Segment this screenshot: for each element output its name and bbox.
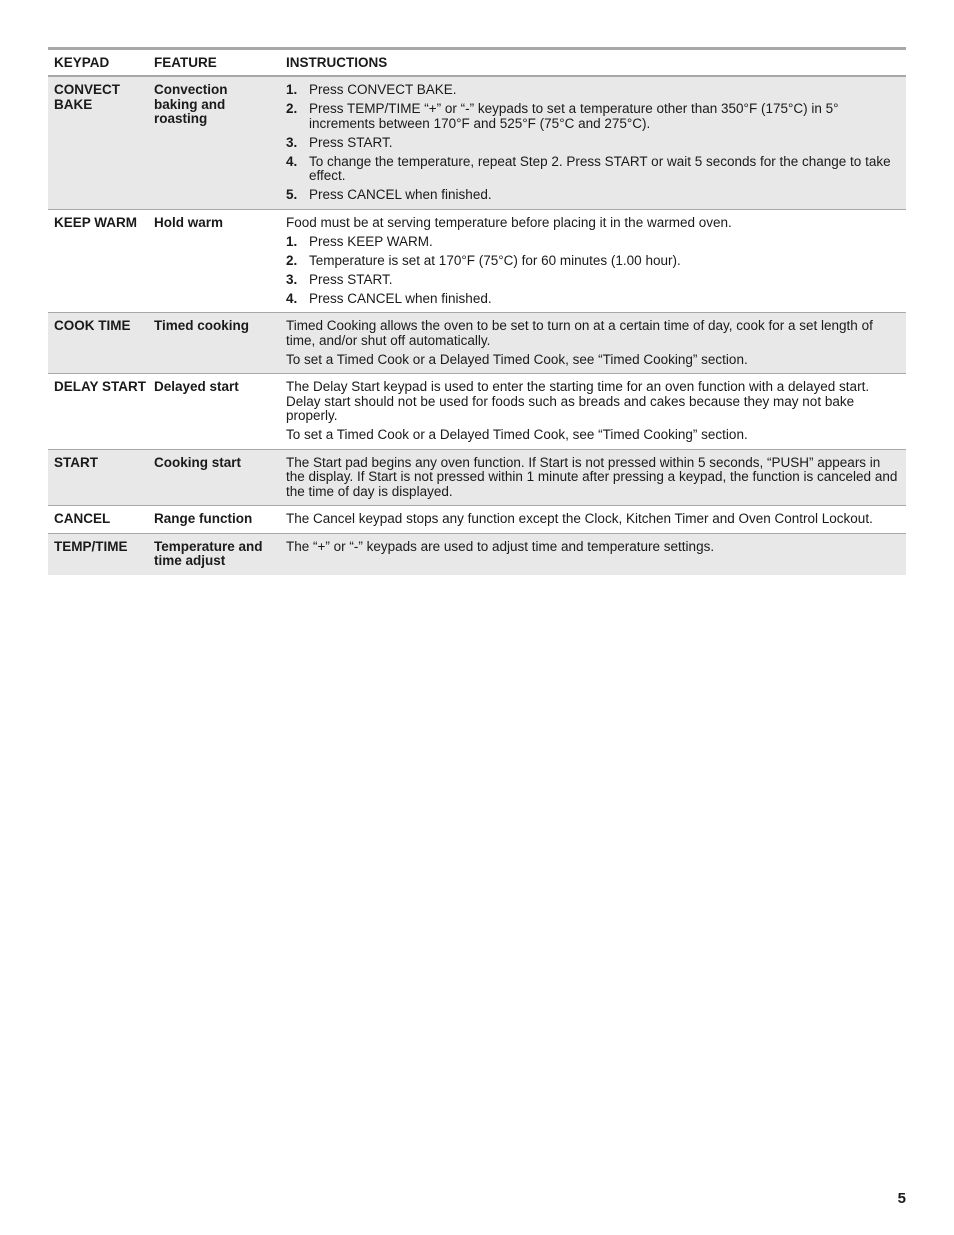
instruction-paragraph: To set a Timed Cook or a Delayed Timed Cook, see “Timed Cooking” section. (286, 351, 748, 367)
instruction-step (286, 188, 902, 203)
keypad-cell: START (54, 454, 98, 470)
table-row (48, 534, 906, 575)
feature-cell: Cooking start (154, 454, 242, 470)
step-number: 2. (286, 101, 298, 116)
table-body (48, 77, 906, 575)
instruction-paragraph: The “+” or “-” keypads are used to adjust time and temperature settings. (286, 538, 715, 554)
step-text: Press START. (309, 271, 393, 287)
feature-cell: Range function (154, 511, 253, 526)
instruction-paragraph: The Delay Start keypad is used to enter the starting time for an oven function with a delayed start. Delay start should not be used for foods such as breads and cakes because they may not bake properly. (286, 379, 870, 423)
feature-cell: Delayed start (154, 379, 239, 394)
instruction-step (286, 155, 902, 184)
table-row (48, 374, 906, 450)
step-number: 5. (286, 187, 298, 202)
instruction-step (286, 136, 902, 151)
header-keypad: KEYPAD (54, 55, 110, 70)
instruction-step (286, 83, 902, 98)
step-number: 1. (286, 233, 298, 249)
instruction-paragraph: The Cancel keypad stops any function except the Clock, Kitchen Timer and Oven Control Lockout. (286, 511, 873, 526)
instruction-step (286, 292, 902, 307)
table-row (48, 450, 906, 507)
keypad-cell: CONVECT BAKE (54, 82, 121, 112)
instruction-step (286, 102, 902, 131)
header-instructions: INSTRUCTIONS (286, 55, 388, 70)
instruction-steps (286, 83, 902, 203)
instructions-cell (286, 540, 906, 569)
instruction-step (286, 273, 902, 288)
keypad-cell: DELAY START (54, 379, 147, 394)
keypad-cell: COOK TIME (54, 318, 131, 333)
table-row (48, 506, 906, 534)
instruction-paragraph: To set a Timed Cook or a Delayed Timed Cook, see “Timed Cooking” section. (286, 427, 748, 442)
step-number: 3. (286, 271, 298, 287)
keypad-cell: CANCEL (54, 511, 111, 526)
instruction-paragraph: Food must be at serving temperature before placing it in the warmed oven. (286, 214, 732, 230)
instruction-paragraph: Timed Cooking allows the oven to be set to turn on at a certain time of day, cook for a set length of time, and/or shut off automatically. (286, 318, 873, 348)
instructions-cell (286, 512, 906, 527)
step-text: To change the temperature, repeat Step 2. Press START or wait 5 seconds for the change to take effect. (309, 153, 891, 183)
table-row (48, 210, 906, 314)
instruction-step (286, 235, 902, 250)
step-number: 1. (286, 82, 298, 97)
step-number: 4. (286, 290, 298, 306)
step-text: Press CANCEL when finished. (309, 290, 492, 306)
step-text: Press TEMP/TIME “+” or “-” keypads to set a temperature other than 350°F (175°C) in 5° increments between 170°F and 525°F (75°C and 275°C). (309, 101, 839, 131)
step-text: Press START. (309, 134, 393, 150)
feature-cell: Convection baking and roasting (154, 82, 228, 126)
keypad-table (48, 47, 906, 575)
instructions-cell (286, 83, 906, 203)
instructions-cell (286, 380, 906, 443)
instruction-paragraph: The Start pad begins any oven function. If Start is not pressed within 5 seconds, “PUSH” appears in the display. If Start is not pressed within 1 minute after pressing a keypad, the function is canceled and the time of day is displayed. (286, 454, 898, 499)
feature-cell: Temperature and time adjust (154, 538, 263, 568)
step-text: Press CONVECT BAKE. (309, 82, 457, 97)
feature-cell: Hold warm (154, 214, 224, 230)
table-header (48, 50, 906, 77)
instructions-cell (286, 319, 906, 367)
header-feature: FEATURE (154, 55, 217, 70)
step-text: Press CANCEL when finished. (309, 187, 492, 202)
page-number: 5 (897, 1190, 906, 1207)
keypad-cell: TEMP/TIME (54, 538, 128, 554)
instructions-cell (286, 456, 906, 500)
table-row (48, 313, 906, 374)
instruction-steps (286, 235, 902, 307)
instructions-cell (286, 216, 906, 307)
table-row (48, 77, 906, 210)
step-text: Temperature is set at 170°F (75°C) for 60 minutes (1.00 hour). (309, 252, 681, 268)
step-text: Press KEEP WARM. (309, 233, 433, 249)
step-number: 2. (286, 252, 298, 268)
keypad-cell: KEEP WARM (54, 214, 138, 230)
step-number: 4. (286, 153, 298, 169)
step-number: 3. (286, 134, 298, 150)
feature-cell: Timed cooking (154, 318, 250, 333)
instruction-step (286, 254, 902, 269)
